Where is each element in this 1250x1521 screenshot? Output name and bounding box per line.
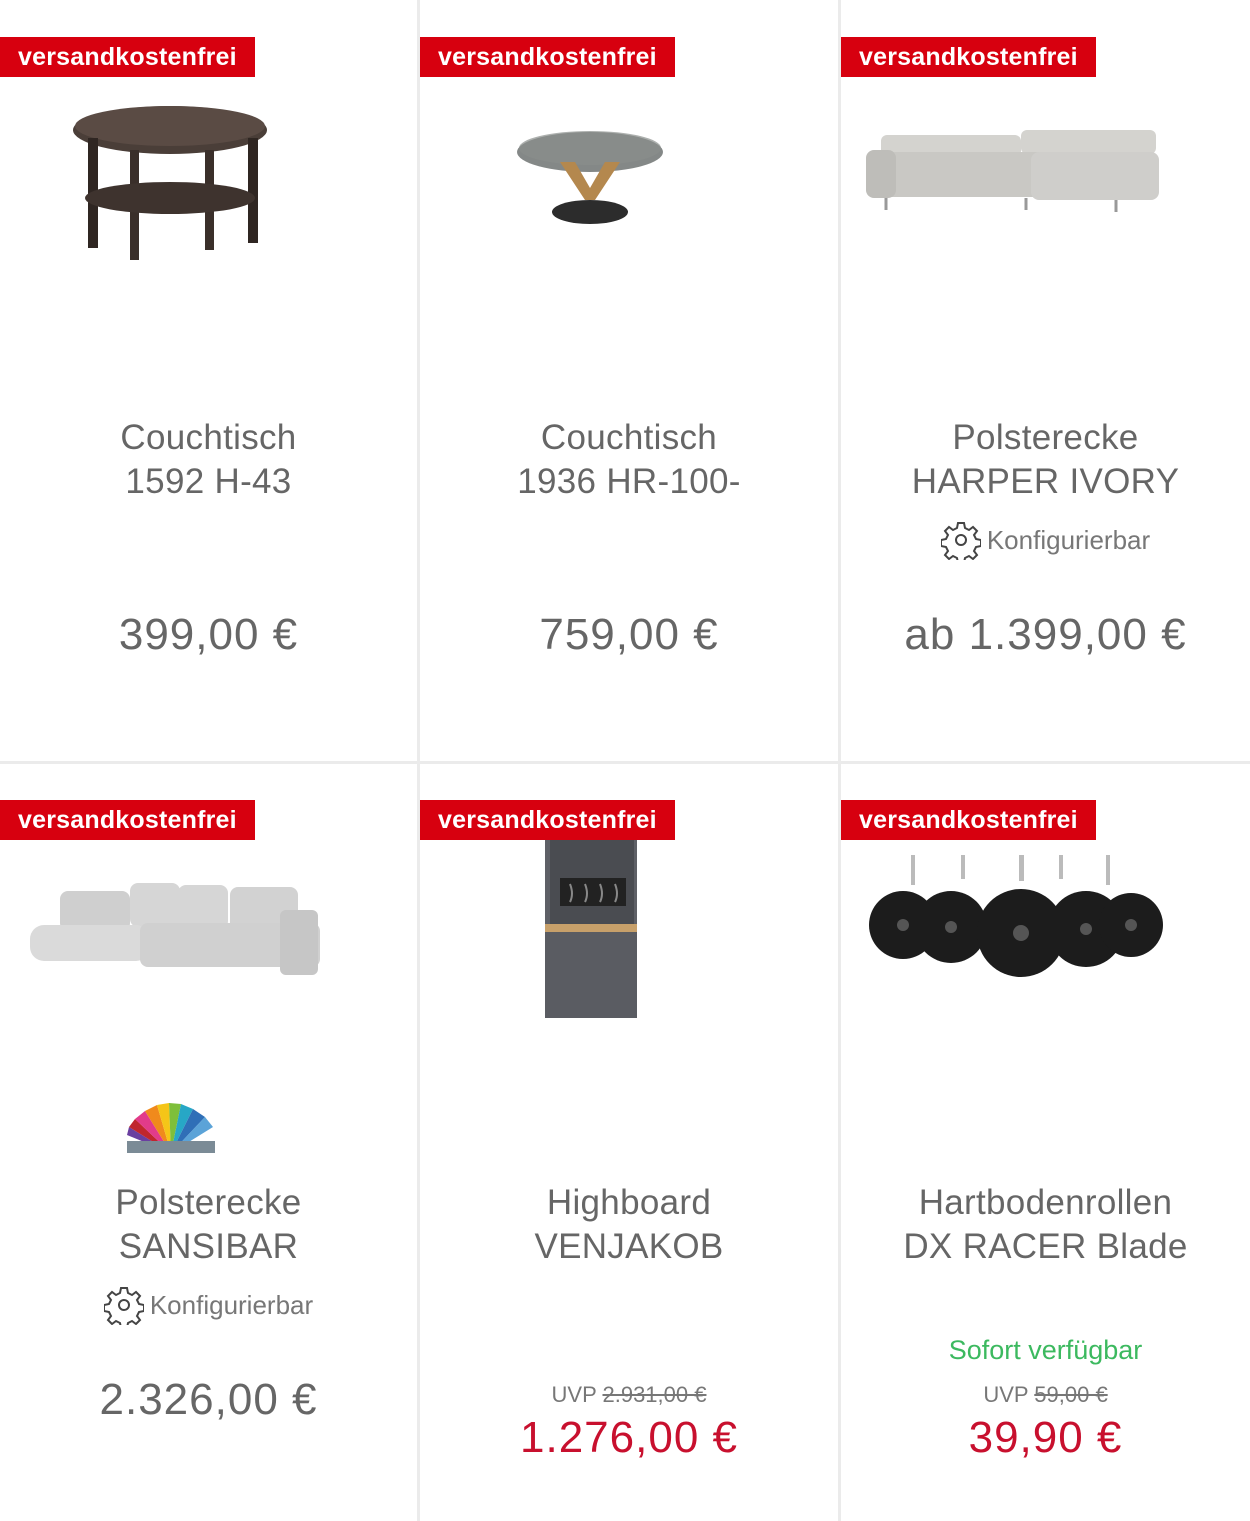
gear-icon xyxy=(941,520,981,560)
product-title[interactable]: Couchtisch 1936 HR-100- xyxy=(517,418,741,501)
product-card-couchtisch-1592[interactable] xyxy=(0,0,417,762)
product-price: 1.276,00 € xyxy=(520,1413,738,1462)
product-title[interactable]: Couchtisch 1592 H-43 xyxy=(120,418,297,501)
product-price: 39,90 € xyxy=(968,1413,1123,1462)
product-image-round-coffee-table[interactable] xyxy=(0,90,417,390)
free-shipping-badge: versandkostenfrei xyxy=(420,37,675,77)
product-price: 2.326,00 € xyxy=(99,1375,318,1424)
product-price: ab 1.399,00 € xyxy=(904,610,1187,659)
product-image-highboard-cabinet[interactable] xyxy=(420,855,838,1155)
product-title[interactable]: Hartbodenrollen DX RACER Blade xyxy=(903,1183,1188,1266)
product-card-highboard-venjakob[interactable] xyxy=(420,765,838,1521)
free-shipping-badge: versandkostenfrei xyxy=(841,800,1096,840)
product-card-hartbodenrollen-dx-racer[interactable] xyxy=(841,765,1250,1521)
free-shipping-badge: versandkostenfrei xyxy=(420,800,675,840)
product-price: 759,00 € xyxy=(539,610,719,659)
product-price: 399,00 € xyxy=(118,610,299,659)
product-title[interactable]: Polsterecke SANSIBAR xyxy=(115,1183,302,1266)
product-card-polsterecke-harper[interactable] xyxy=(841,0,1250,762)
configurable-label: Konfigurierbar xyxy=(841,518,1250,558)
product-card-couchtisch-1936[interactable] xyxy=(420,0,838,762)
configurable-label: Konfigurierbar xyxy=(0,1283,417,1323)
rrp-price: UVP 59,00 € xyxy=(983,1382,1108,1407)
product-image-chair-casters[interactable] xyxy=(841,855,1250,1155)
free-shipping-badge: versandkostenfrei xyxy=(0,800,255,840)
free-shipping-badge: versandkostenfrei xyxy=(0,37,255,77)
product-image-glass-coffee-table[interactable] xyxy=(420,90,838,390)
gear-icon xyxy=(104,1285,144,1325)
product-card-polsterecke-sansibar[interactable] xyxy=(0,765,417,1521)
product-title[interactable]: Highboard VENJAKOB xyxy=(534,1183,724,1266)
product-image-corner-sofa-light[interactable] xyxy=(841,90,1250,390)
color-fan-icon xyxy=(0,1101,417,1157)
rrp-price: UVP 2.931,00 € xyxy=(551,1382,707,1407)
availability-status: Sofort verfügbar xyxy=(948,1335,1143,1365)
free-shipping-badge: versandkostenfrei xyxy=(841,37,1096,77)
product-title[interactable]: Polsterecke HARPER IVORY xyxy=(911,418,1180,501)
